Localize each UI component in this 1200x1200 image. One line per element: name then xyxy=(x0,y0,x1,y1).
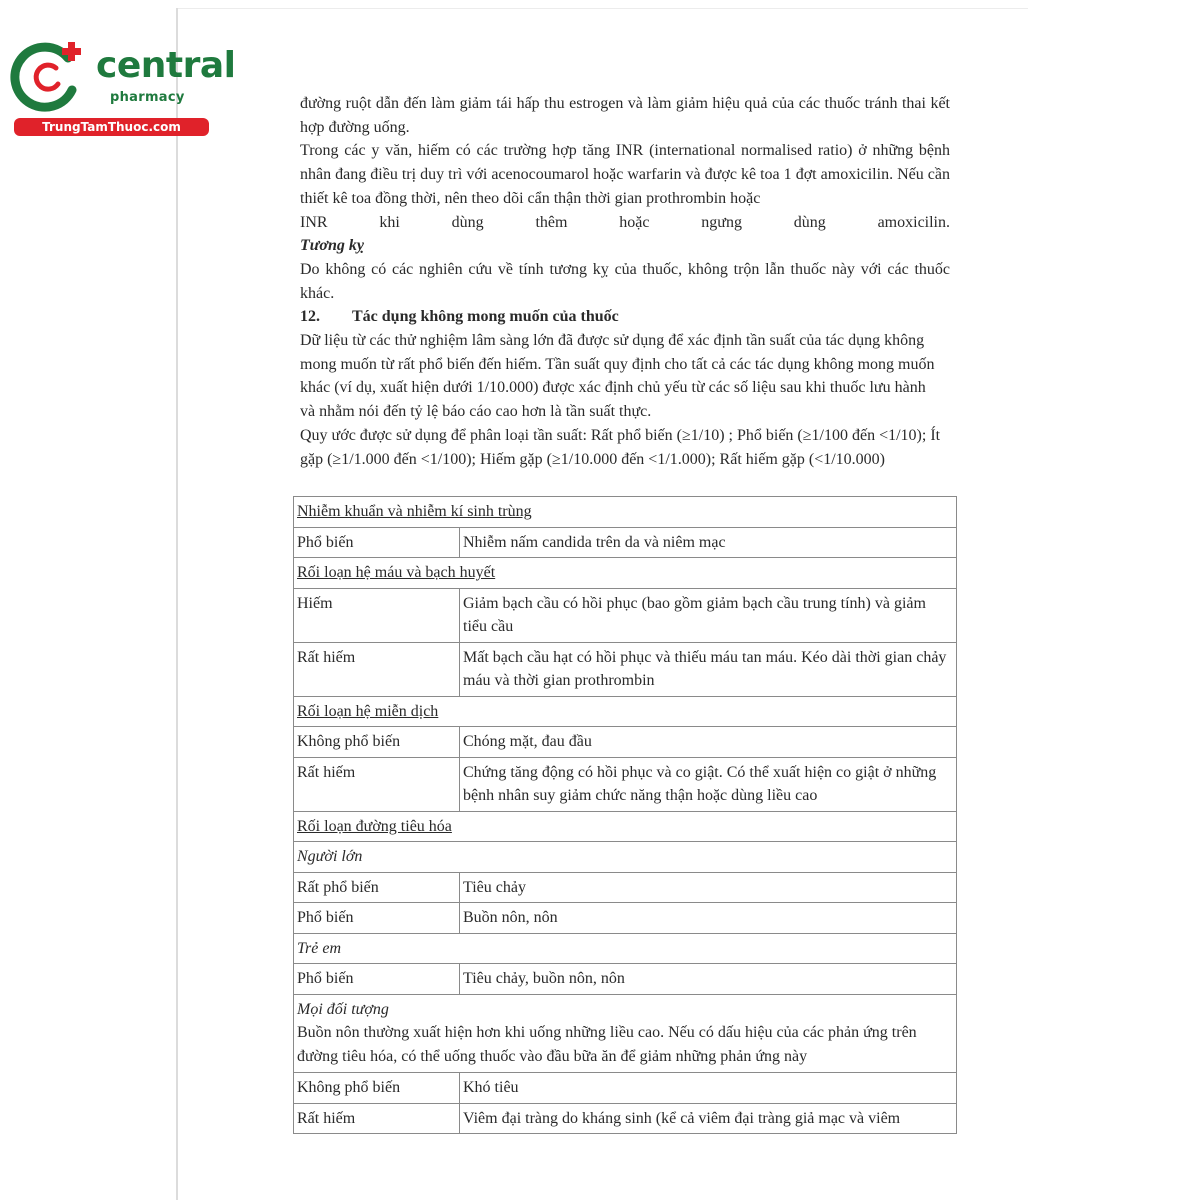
table-row xyxy=(294,842,957,873)
effect-cell: Viêm đại tràng do kháng sinh (kể cả viêm đại tràng giả mạc và viêm xyxy=(460,1103,957,1134)
heading-tuong-ky: Tương kỵ xyxy=(300,237,364,255)
effect-cell: Chóng mặt, đau đầu xyxy=(460,727,957,758)
group-blood: Rối loạn hệ máu và bạch huyết xyxy=(294,558,957,589)
frequency-cell: Không phổ biến xyxy=(294,1073,460,1104)
table-row xyxy=(294,964,957,995)
section-number: 12. xyxy=(300,308,320,326)
group-digestive: Rối loạn đường tiêu hóa xyxy=(294,811,957,842)
paragraph-inr-last-line: INR khi dùng thêm hoặc ngưng dùng amoxicilin. xyxy=(300,213,950,231)
logo-name: central xyxy=(96,45,236,86)
table-row xyxy=(294,872,957,903)
logo-subtitle: pharmacy xyxy=(110,90,185,105)
paragraph-clinical-data: Dữ liệu từ các thử nghiệm lâm sàng lớn đã được sử dụng để xác định tần suất của tác dụng không mong muốn từ rất phổ biến đến hiếm. Tần suất quy định cho tất cả các tác dụng không mong muốn khác (ví dụ, xuất hiện dưới 1/10.000) được xác định chủ yếu từ các số liệu sau khi thuốc lưu hành và nhằm nói đến tỷ lệ báo cáo cao hơn là tần suất thực. xyxy=(300,332,935,421)
logo-url[interactable]: TrungTamThuoc.com xyxy=(14,118,209,136)
frequency-cell: Rất phổ biến xyxy=(294,872,460,903)
effect-cell: Buồn nôn, nôn xyxy=(460,903,957,934)
table-row xyxy=(294,903,957,934)
effect-cell: Tiêu chảy, buồn nôn, nôn xyxy=(460,964,957,995)
page-left-edge xyxy=(176,8,178,1200)
frequency-cell: Hiếm xyxy=(294,588,460,642)
subgroup-adults: Người lớn xyxy=(294,842,957,873)
document-body xyxy=(300,92,950,471)
central-pharmacy-logo[interactable] xyxy=(10,38,236,138)
table-row xyxy=(294,588,957,642)
table-row xyxy=(294,527,957,558)
paragraph-frequency-convention: Quy ước được sử dụng để phân loại tần suất: Rất phổ biến (≥1/10) ; Phổ biến (≥1/100 đến <1/10); Ít gặp (≥1/1.000 đến <1/100); Hiếm gặp (≥1/10.000 đến <1/1.000); Rất hiếm gặp (<1/10.000) xyxy=(300,426,941,468)
table-row xyxy=(294,994,957,1073)
frequency-cell: Rất hiếm xyxy=(294,642,460,696)
paragraph-tuong-ky: Do không có các nghiên cứu về tính tương kỵ của thuốc, không trộn lẫn thuốc này với các thuốc khác. xyxy=(300,260,950,302)
frequency-cell: Phổ biến xyxy=(294,903,460,934)
table-row xyxy=(294,1073,957,1104)
group-immune: Rối loạn hệ miễn dịch xyxy=(294,696,957,727)
subgroup-all-note xyxy=(294,994,957,1073)
page-top-edge xyxy=(178,8,1028,9)
table-row xyxy=(294,642,957,696)
section-heading-12 xyxy=(300,305,950,329)
group-infections: Nhiễm khuẩn và nhiễm kí sinh trùng xyxy=(294,497,957,528)
effect-cell: Nhiễm nấm candida trên da và niêm mạc xyxy=(460,527,957,558)
frequency-cell: Phổ biến xyxy=(294,527,460,558)
section-title: Tác dụng không mong muốn của thuốc xyxy=(352,308,619,326)
subgroup-children: Trẻ em xyxy=(294,933,957,964)
effect-cell: Khó tiêu xyxy=(460,1073,957,1104)
table-row xyxy=(294,558,957,589)
table-row xyxy=(294,497,957,528)
effect-cell: Giảm bạch cầu có hồi phục (bao gồm giảm bạch cầu trung tính) và giảm tiểu cầu xyxy=(460,588,957,642)
frequency-cell: Phổ biến xyxy=(294,964,460,995)
frequency-cell: Rất hiếm xyxy=(294,757,460,811)
frequency-cell: Không phổ biến xyxy=(294,727,460,758)
table-row xyxy=(294,696,957,727)
subgroup-all: Mọi đối tượng xyxy=(297,1000,389,1018)
adverse-effects-table xyxy=(293,496,957,1134)
table-row xyxy=(294,1103,957,1134)
effect-cell: Mất bạch cầu hạt có hồi phục và thiếu máu tan máu. Kéo dài thời gian chảy máu và thời gian prothrombin xyxy=(460,642,957,696)
table-row xyxy=(294,757,957,811)
logo-c-cross-icon xyxy=(10,38,90,114)
digestive-note: Buồn nôn thường xuất hiện hơn khi uống những liều cao. Nếu có dấu hiệu của các phản ứng trên đường tiêu hóa, có thể uống thuốc vào đầu bữa ăn để giảm những phản ứng này xyxy=(297,1024,917,1065)
effect-cell: Tiêu chảy xyxy=(460,872,957,903)
table-row xyxy=(294,727,957,758)
frequency-cell: Rất hiếm xyxy=(294,1103,460,1134)
table-row xyxy=(294,811,957,842)
paragraph-estrogen: đường ruột dẫn đến làm giảm tái hấp thu estrogen và làm giảm hiệu quả của các thuốc tránh thai kết hợp đường uống. xyxy=(300,95,950,136)
effect-cell: Chứng tăng động có hồi phục và co giật. Có thể xuất hiện co giật ở những bệnh nhân suy giảm chức năng thận hoặc dùng liều cao xyxy=(460,757,957,811)
table-row xyxy=(294,933,957,964)
paragraph-inr: Trong các y văn, hiếm có các trường hợp tăng INR (international normalised ratio) ở những bệnh nhân đang điều trị duy trì với acenocoumarol hoặc warfarin và được kê toa 1 đợt amoxicilin. Nếu cần thiết kê toa đồng thời, nên theo dõi cẩn thận thời gian prothrombin hoặc xyxy=(300,142,950,207)
